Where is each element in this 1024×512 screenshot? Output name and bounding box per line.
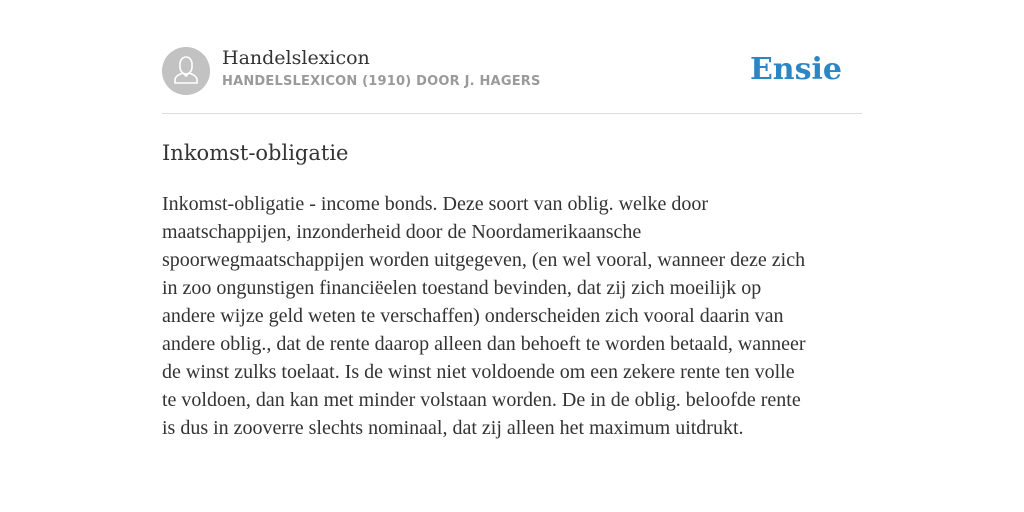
entry-body-line: maatschappijen, inzonderheid door de Noordamerikaansche bbox=[162, 221, 642, 243]
entry-body-line: in zoo ongunstigen financiëelen toestand bevinden, dat zij zich moeilijk op bbox=[162, 277, 762, 299]
entry-body-line: Inkomst-obligatie - income bonds. Deze soort van oblig. welke door bbox=[162, 193, 708, 215]
entry-body-line: de winst zulks toelaat. Is de winst niet voldoende om een zekere rente ten volle bbox=[162, 361, 795, 383]
entry-body-line: te voldoen, dan kan met minder volstaan worden. De in de oblig. beloofde rente bbox=[162, 389, 801, 411]
entry-body-line: is dus in zooverre slechts nominaal, dat zij alleen het maximum uitdrukt. bbox=[162, 417, 744, 439]
entry-body-line: andere oblig., dat de rente daarop alleen dan behoeft te worden betaald, wanneer bbox=[162, 333, 806, 355]
source-title[interactable]: Handelslexicon bbox=[222, 47, 370, 69]
user-avatar-icon bbox=[162, 47, 210, 95]
source-header bbox=[162, 46, 862, 96]
entry-body-line: andere wijze geld weten te verschaffen) onderscheiden zich vooral daarin van bbox=[162, 305, 784, 327]
header-divider bbox=[162, 113, 862, 114]
ensie-logo-link[interactable]: Ensie bbox=[749, 52, 842, 87]
entry-title: Inkomst-obligatie bbox=[162, 141, 349, 165]
entry-body bbox=[162, 190, 862, 442]
entry-body-line: spoorwegmaatschappijen worden uitgegeven, (en wel vooral, wanneer deze zich bbox=[162, 249, 806, 271]
source-subtitle: HANDELSLEXICON (1910) DOOR J. HAGERS bbox=[222, 74, 541, 89]
